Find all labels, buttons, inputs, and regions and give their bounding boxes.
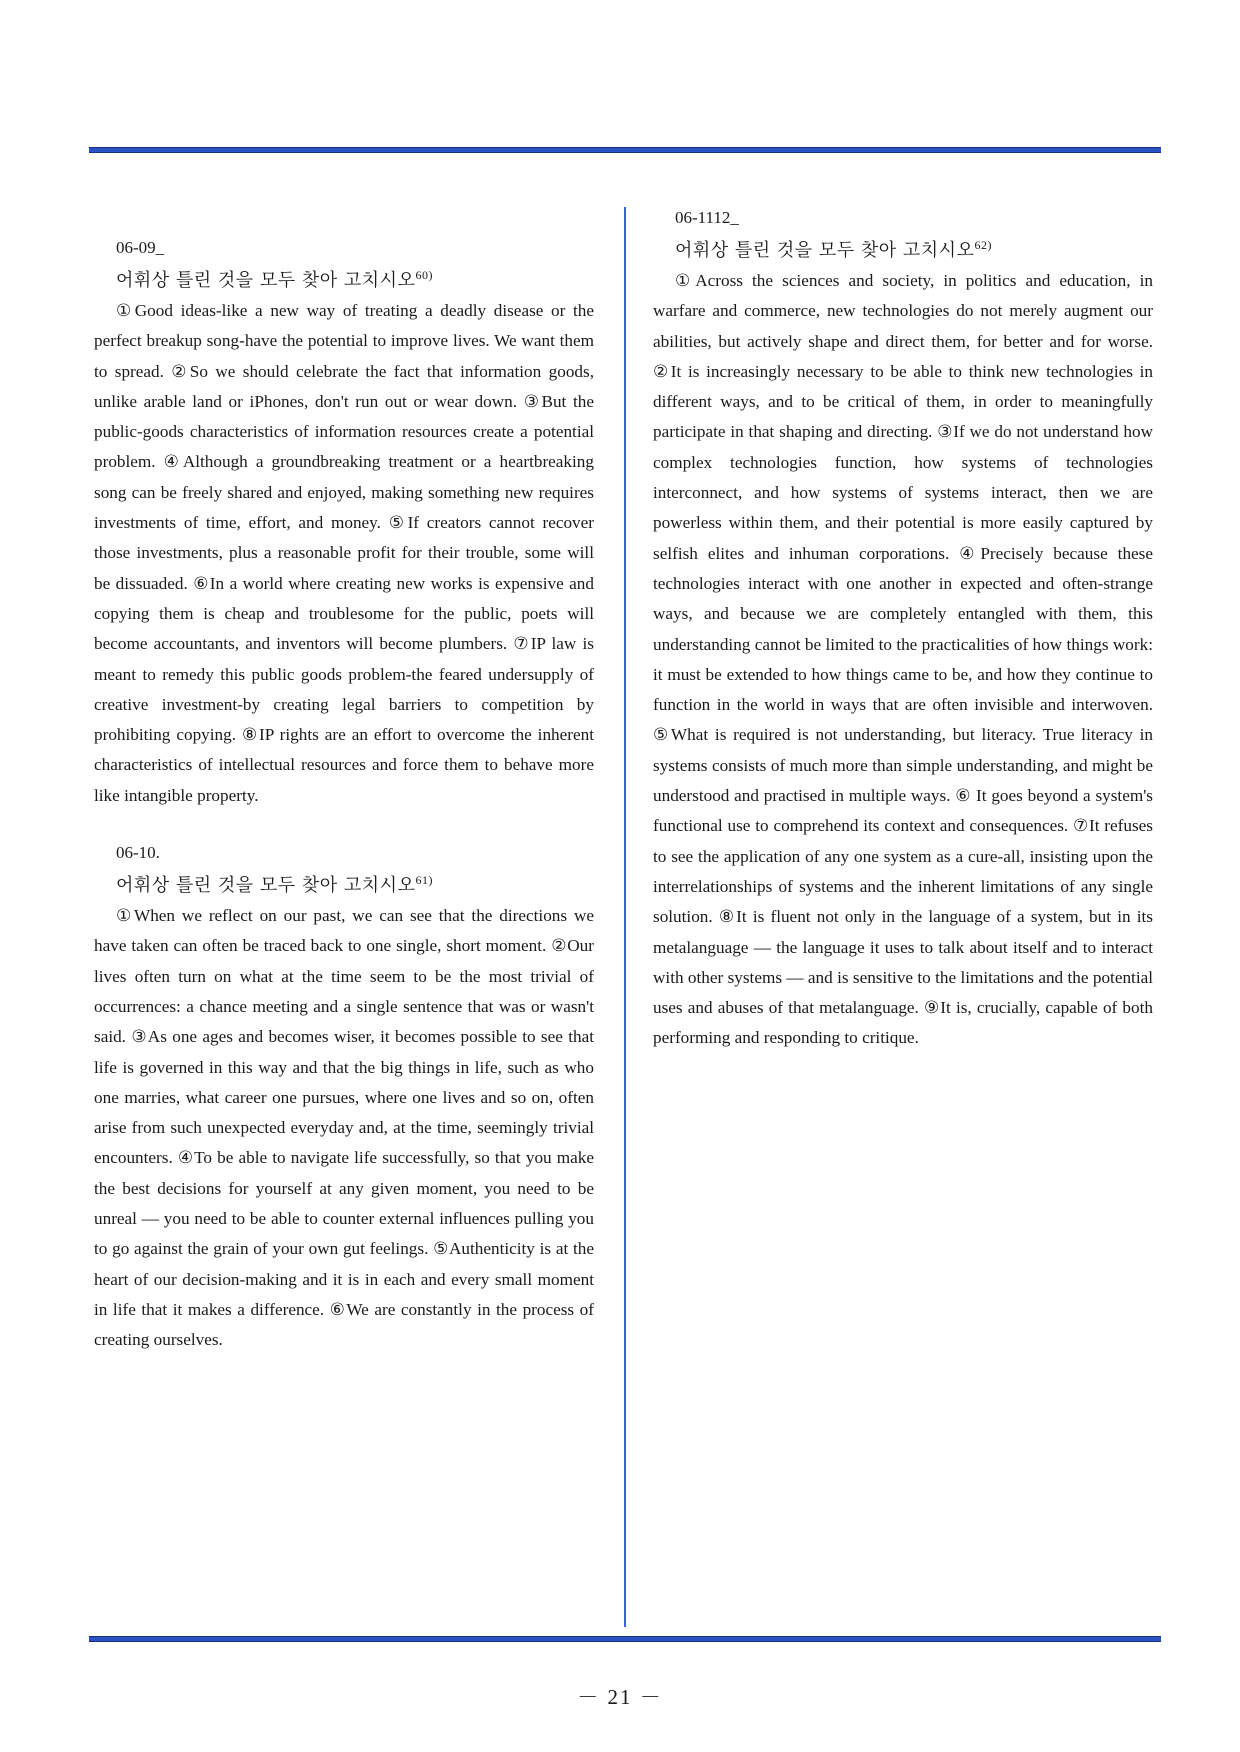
- instruction-text: 어휘상 틀린 것을 모두 찾아 고치시오: [116, 270, 416, 291]
- footnote-ref: 62): [974, 238, 992, 252]
- question-number: 06-09_: [116, 238, 165, 257]
- column-divider: [624, 207, 626, 1627]
- instruction-text: 어휘상 틀린 것을 모두 찾아 고치시오: [116, 875, 416, 897]
- question-06-1112: [653, 206, 1153, 1054]
- left-column: [94, 236, 594, 1386]
- question-06-09: [94, 236, 594, 811]
- question-06-10: [94, 841, 594, 1355]
- page-number: － 21 －: [577, 1685, 663, 1709]
- instruction-text: 어휘상 틀린 것을 모두 찾아 고치시오: [675, 240, 975, 261]
- footnote-ref: 60): [415, 268, 433, 282]
- question-instruction: [94, 865, 594, 901]
- footer-rule: [89, 1636, 1161, 1642]
- question-number: 06-1112_: [675, 208, 739, 227]
- right-column: [653, 206, 1153, 1084]
- question-instruction: [94, 260, 594, 296]
- passage-text: ①When we reflect on our past, we can see that the directions we have taken can often be traced back to one single, short moment. ②Our lives often turn on what at the time seem to be the most trivial of occurrences: a chance meeting and a single sentence that was or wasn't said. ③As one ages and becomes wiser, it becomes possible to see that life is governed in this way and that the big things in life, such as who one marries, what career one pursues, where one lives and so on, often arise from such unexpected everyday and, at the time, seemingly trivial encounters. ④To be able to navigate life successfully, so that you make the best decisions for yourself at any given moment, you need to be unreal — you need to be able to counter external influences pulling you to go against the grain of your own gut feelings. ⑤Authenticity is at the heart of our decision-making and it is in each and every small moment in life that it makes a difference. ⑥We are constantly in the process of creating ourselves.: [94, 906, 594, 1350]
- question-instruction: [653, 230, 1153, 266]
- passage-text: ①Across the sciences and society, in politics and education, in warfare and commerce, new technologies do not merely augment our abilities, but actively shape and direct them, for better and for worse. ②It is increasingly necessary to be able to think new technologies in different ways, and to be critical of them, in order to meaningfully participate in that shaping and directing. ③If we do not understand how complex technologies function, how systems of technologies interconnect, and how systems of systems interact, then we are powerless within them, and their potential is more easily captured by selfish elites and inhuman corporations. ④Precisely because these technologies interact with one another in expected and often-strange ways, and because we are completely entangled with them, this understanding cannot be limited to the practicalities of how things work: it must be extended to how things came to be, and how they continue to function in the world in ways that are often invisible and interwoven. ⑤What is required is not understanding, but literacy. True literacy in systems consists of much more than simple understanding, and might be understood and practised in multiple ways. ⑥ It goes beyond a system's functional use to comprehend its context and consequences. ⑦It refuses to see the application of any one system as a cure-all, insisting upon the interrelationships of systems and the inherent limitations of any single solution. ⑧It is fluent not only in the language of a system, but in its metalanguage — the language it uses to talk about itself and to interact with other systems — and is sensitive to the limitations and the potential uses and abuses of that metalanguage. ⑨It is, crucially, capable of both performing and responding to critique.: [653, 271, 1153, 1048]
- question-number: 06-10.: [116, 843, 160, 863]
- passage-text: ①Good ideas-like a new way of treating a deadly disease or the perfect breakup song-have the potential to improve lives. We want them to spread. ②So we should celebrate the fact that information goods, unlike arable land or iPhones, don't run out or wear down. ③But the public-goods characteristics of information resources create a potential problem. ④Although a groundbreaking treatment or a heartbreaking song can be freely shared and enjoyed, making something new requires investments of time, effort, and money. ⑤If creators cannot recover those investments, plus a reasonable profit for their trouble, some will be dissuaded. ⑥In a world where creating new works is expensive and copying them is cheap and troublesome for the public, poets will become accountants, and inventors will become plumbers. ⑦IP law is meant to remedy this public goods problem-the feared undersupply of creative investment-by creating legal barriers to competition by prohibiting copying. ⑧IP rights are an effort to overcome the inherent characteristics of intellectual resources and force them to behave more like intangible property.: [94, 301, 594, 805]
- header-rule: [89, 147, 1161, 153]
- footnote-ref: 61): [415, 873, 433, 888]
